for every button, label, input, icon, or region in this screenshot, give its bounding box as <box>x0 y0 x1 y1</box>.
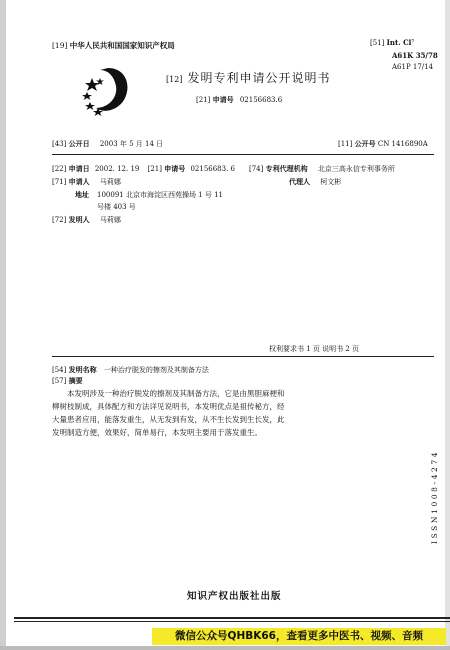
doc-title-line <box>166 67 331 86</box>
intcl-secondary: A61P 17/14 <box>392 63 434 71</box>
pubdate-value: 2003 年 5 月 14 日 <box>99 140 164 148</box>
agency-value: 北京三高永信专利事务所 <box>317 165 395 173</box>
applicant-code: [71] <box>52 178 67 186</box>
inventor-value: 马莉娜 <box>99 216 121 224</box>
patent-office-star-logo-icon <box>78 64 134 120</box>
appno-label: 申请号 <box>212 95 234 104</box>
agency-code: [74] <box>249 165 264 173</box>
doc-code: [12] <box>166 75 183 84</box>
office-name: 中华人民共和国国家知识产权局 <box>69 41 175 50</box>
appno2-label: 申请号 <box>164 164 186 173</box>
appno-line <box>196 95 282 105</box>
doc-title: 发明专利申请公开说明书 <box>187 71 331 85</box>
appdate-code: [22] <box>52 165 67 173</box>
inventor-row <box>52 215 121 225</box>
issn-text: ISSN1008-4274 <box>430 449 439 544</box>
title-label: 发明名称 <box>68 365 97 374</box>
abstract-label: 摘要 <box>68 376 83 385</box>
title-code: [54] <box>52 366 67 374</box>
inventor-code: [72] <box>52 216 67 224</box>
address-line1: 100091 北京市海淀区西苑操场 1 号 11 <box>97 191 223 199</box>
viewer-bottom-bar <box>0 646 450 650</box>
footer-rule-thin <box>14 621 450 622</box>
pubdate-label: 公开日 <box>68 139 90 148</box>
abstract-code: [57] <box>52 377 67 385</box>
wechat-banner: 微信公众号QHBK66，查看更多中医书、视频、音频 <box>152 628 446 645</box>
agent-label: 代理人 <box>289 177 310 186</box>
inventor-label: 发明人 <box>68 215 90 224</box>
intcl-code: [51] <box>370 39 385 47</box>
intcl-line <box>370 38 414 47</box>
abstract-heading <box>52 376 83 386</box>
pubdate-code: [43] <box>52 140 67 148</box>
agency-label: 专利代理机构 <box>265 164 308 173</box>
viewer-left-edge <box>0 0 6 650</box>
pubno-label: 公开号 <box>354 139 376 148</box>
agent-value: 柯文彬 <box>320 178 342 186</box>
title-value: 一种治疗脱发的擦剂及其制备方法 <box>103 366 209 374</box>
office-code: [19] <box>52 41 68 50</box>
applicant-value: 马莉娜 <box>99 178 121 186</box>
address-label: 地址 <box>75 190 89 199</box>
top-rule <box>52 154 434 155</box>
office-line <box>52 40 175 51</box>
applicant-row <box>52 177 121 187</box>
publisher-name: 知识产权出版社出版 <box>187 591 282 602</box>
pubno-code: [11] <box>338 140 353 148</box>
middle-rule <box>52 356 434 357</box>
pubno-value: CN 1416890A <box>377 140 428 148</box>
invention-title-row <box>52 365 209 375</box>
abstract-text: 本发明涉及一种治疗脱发的擦剂及其制备方法，它是由黑胆麻梗和柳树枝制成，具体配方和方法详见说明书，本发明优点是祖传秘方，经大量患者应用，能落发重生，从无发到有发，从不生长发到生长发，此发明制造方便，效果好，简单易行，本发明主要用于落发重生。 <box>52 389 285 437</box>
abstract-body <box>52 387 288 439</box>
applicant-label: 申请人 <box>68 177 90 186</box>
address-line2: 号楼 403 号 <box>97 203 136 211</box>
appdate-label: 申请日 <box>68 164 90 173</box>
footer-rule-thick <box>14 617 450 619</box>
appno-code: [21] <box>196 96 211 104</box>
page-counts: 权利要求书 1 页 说明书 2 页 <box>269 345 360 353</box>
appno-value: 02156683.6 <box>239 96 283 104</box>
viewer-scrollbar[interactable] <box>445 0 450 650</box>
appdate-value: 2002. 12. 19 <box>94 165 140 173</box>
appno2-code: [21] <box>147 165 162 173</box>
appno2-value: 02156683. 6 <box>190 165 235 173</box>
intcl-primary: A61K 35/78 <box>392 51 438 60</box>
appdate-row <box>52 164 235 174</box>
agency-row <box>249 164 395 174</box>
agent-row <box>289 177 341 187</box>
pubdate-line <box>52 139 163 149</box>
intcl-label: Int. Cl⁷ <box>386 38 415 47</box>
pubno-line <box>338 139 428 149</box>
